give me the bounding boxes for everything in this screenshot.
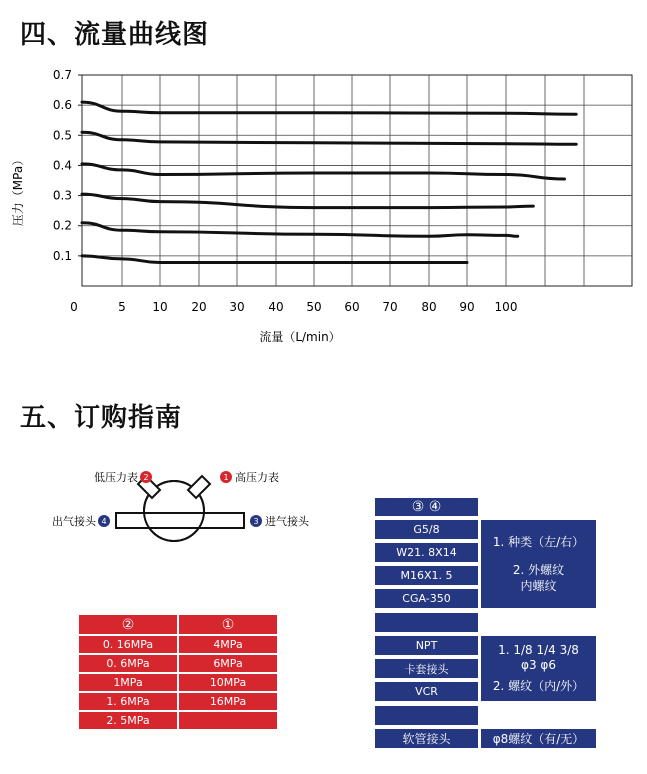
note-line: 1. 种类（左/右） [492, 535, 585, 549]
connector-option: VCR [375, 682, 478, 701]
connector-header: ③ ④ [375, 498, 478, 516]
flow-curve-chart [0, 60, 647, 350]
connector-option: W21. 8X14 [375, 543, 478, 562]
table-cell: 6MPa [178, 654, 278, 673]
y-tick-label: 0.7 [52, 68, 72, 82]
connector-option: NPT [375, 636, 478, 655]
x-tick-label: 10 [152, 300, 168, 314]
x-tick-labels [70, 300, 517, 314]
x-tick-label: 5 [118, 300, 126, 314]
x-tick-label: 60 [344, 300, 360, 314]
connector-spacer [375, 613, 478, 632]
gauge-header-low: ② [78, 614, 178, 635]
y-tick-label: 0.1 [52, 248, 72, 263]
note-line: 1. 1/8 1/4 3/8 [498, 643, 579, 657]
y-tick-label: 0.2 [52, 218, 72, 233]
y-tick-label: 0.6 [52, 98, 72, 113]
x-tick-label: 100 [494, 300, 518, 314]
badge-4-text: 4 [101, 517, 107, 526]
badge-1-text: 1 [223, 473, 229, 482]
connector-option: G5/8 [375, 520, 478, 539]
y-axis-label: 压力（MPa） [11, 153, 25, 227]
outlet-label: 出气接头 [52, 515, 96, 528]
x-tick-label: 70 [382, 300, 398, 314]
chart-curves [82, 102, 576, 262]
y-tick-labels [53, 68, 72, 263]
table-cell: 0. 16MPa [78, 635, 178, 654]
plot-border [82, 75, 632, 286]
table-cell [178, 711, 278, 730]
high-gauge-stem [188, 476, 210, 498]
y-tick-label: 0.4 [52, 158, 72, 173]
badge-3-text: 3 [253, 517, 259, 526]
flow-curve-0.1 [82, 256, 467, 263]
high-gauge-label: 高压力表 [235, 471, 279, 484]
low-gauge-label: 低压力表 [94, 471, 138, 484]
y-tick-label: 0.5 [52, 128, 72, 143]
note-line: 2. 螺纹（内/外） [492, 679, 585, 693]
note-line: 内螺纹 [520, 579, 557, 593]
x-tick-label: 90 [459, 300, 475, 314]
x-tick-label: 20 [191, 300, 207, 314]
table-cell: 4MPa [178, 635, 278, 654]
flow-curve-0.2 [82, 223, 518, 237]
table-cell: 0. 6MPa [78, 654, 178, 673]
table-cell: 2. 5MPa [78, 711, 178, 730]
table-cell: 16MPa [178, 692, 278, 711]
connector-option: 卡套接头 [375, 659, 478, 678]
regulator-diagram [0, 455, 360, 575]
x-tick-label: 40 [268, 300, 284, 314]
table-cell: 1MPa [78, 673, 178, 692]
note-line: φ3 φ6 [521, 658, 556, 672]
badge-2-text: 2 [143, 473, 149, 482]
flow-curve-0.4 [82, 164, 565, 179]
inlet-label: 进气接头 [265, 515, 309, 528]
connector-option: M16X1. 5 [375, 566, 478, 585]
connector-spacer [375, 706, 478, 725]
hose-note: φ8螺纹（有/无） [481, 729, 596, 748]
regulator-port-bar [116, 513, 244, 528]
section-5-title: 五、订购指南 [20, 403, 183, 433]
x-tick-label: 80 [421, 300, 437, 314]
x-tick-label: 0 [70, 300, 78, 314]
note-line: 2. 外螺纹 [512, 563, 565, 577]
x-axis-label: 流量（L/min） [259, 330, 341, 344]
connector-option: CGA-350 [375, 589, 478, 608]
flow-curve-0.5 [82, 132, 576, 144]
connector-note-2 [481, 636, 596, 701]
table-cell: 1. 6MPa [78, 692, 178, 711]
connector-note-1 [481, 520, 596, 608]
x-tick-label: 30 [229, 300, 245, 314]
flow-curve-0.3 [82, 194, 533, 208]
gauge-range-table [78, 614, 278, 730]
flow-curve-0.6 [82, 102, 576, 114]
y-tick-label: 0.3 [52, 188, 72, 203]
gauge-header-high: ① [178, 614, 278, 635]
x-tick-label: 50 [306, 300, 322, 314]
chart-grid [78, 75, 632, 286]
table-cell: 10MPa [178, 673, 278, 692]
section-4-title: 四、流量曲线图 [20, 20, 210, 50]
hose-connector: 软管接头 [375, 729, 478, 748]
